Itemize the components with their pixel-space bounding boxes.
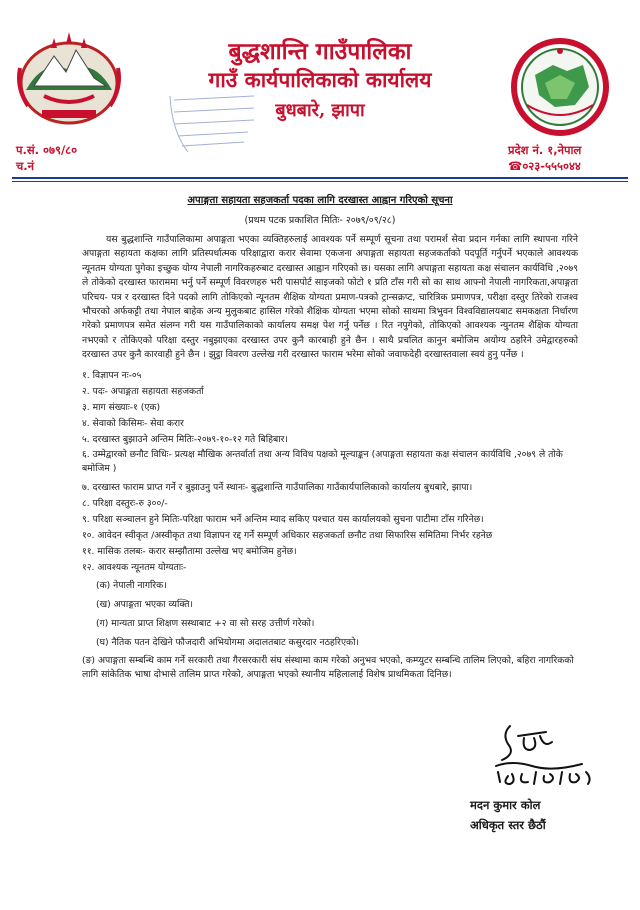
qualification-item: (घ) नैतिक पतन देखिने फौजदारी अभियोगमा अदालतबाट कसुरदार नठहरिएको। (96, 637, 359, 648)
list-item: ११. मासिक तलबः- करार सम्झौतामा उल्लेख भए बमोजिम हुनेछ। (82, 546, 297, 557)
signatory-title: अधिकृत स्तर छैठौं (470, 818, 546, 832)
notice-paragraph (82, 233, 578, 363)
list-item: ८. परिक्षा दस्तुरः-रु ३००/- (82, 498, 168, 509)
qualification-item: (ग) मान्यता प्राप्त शिक्षण सस्थाबाट +२ वा सो सरह उत्तीर्ण गरेको। (96, 618, 315, 629)
notice-paragraph-text: यस बुद्धशान्ति गाउँपालिकामा अपाङ्गता भएका व्यक्तिहरुलाई आवश्यक पर्ने सम्पूर्ण सूचना तथा परामर्श सेवा प्रदान गर्नका लागि स्थापना गरिने अपाङ्गता सहायता कक्षका लागि प्रतिस्पर्धात्मक परिक्षाद्वारा करार सेवामा एकजना अपाङ्गता सहायता सहजकर्ताको पदपूर्ति गर्नुपर्ने भएकाले आवश्यक न्यूनतम योग्यता पुगेका इच्छुक योग्य नेपाली नागरिकहरुबाट दरखास्त आह्वान गरिएको छ। यसका लागि अपाङ्गता सहायता कक्ष संचालन कार्यविधि ,२०७९ ले तोकेको दरखास्त फाराममा भर्नु पर्ने सम्पूर्ण विवरणहरु भरी पासपोर्ट साइजको फोटो १ प्रति टाँस गरी सो का साथ आफ्नो नेपाली नागरिकता,अपाङ्गता परिचय- पत्र र दरखास्त दिने पदको लागि तोकिएको न्यूनतम शैक्षिक योग्यता प्रमाण-पत्रको ट्रान्सक्रप्ट, चारित्रिक प्रमाणपत्र, परीक्षा दस्तुर तिरेको राजश्व भौचरको अर्फकट्टी तथा नेपाल बाहेक अन्य मुलुकबाट हासिल गरेको शैक्षिक योग्यता भएमा सोको साथमा त्रिभुवन विश्वविद्यालयबाट समकक्षता निर्धारण गरेको प्रमाणपत्र समेत संलग्न गरी यस गाउँपालिकाको कार्यालय समक्ष पेश गर्नु पर्नेछ । रित नपुगेको, तोकिएको आवश्यक न्युनतम शैक्षिक योग्यता नभएको र तोकिएको परिक्षा दस्तुर नबुझाएका दरखास्त उपर कुनै कारबाही हुने छैन । साथै प्रचलित कानुन बमोजिम अयोग्य ठहरिने उमेद्वारहरुको दरखास्त उपर कुनै कारवाही हुने छैन । झुट्ठा विवरण उल्लेख गरी दरखास्त फाराम भरेमा सोको जवाफदेही दरखास्तवाला स्वयं हुनु पर्नेछ । (82, 234, 578, 361)
list-item: १०. आवेदन स्वीकृत /अस्वीकृत तथा विज्ञापन रद्द गर्ने सम्पूर्ण अधिकार सहजकर्ता छनौट तथा सिफारिस समितिमा निर्भर रहनेछ (82, 530, 493, 541)
list-item: ६. उम्मेद्वारको छनौट विधिः- प्रत्यक्ष मौखिक अन्तर्वार्ता तथा अन्य विविध पक्षको मूल्याङ्कन (अपाङ्गता सहायता कक्ष संचालन कार्यविधि ,२०७९ ले तोके बमोजिम ) (82, 449, 563, 474)
list-item: ४. सेवाको किसिमः- सेवा करार (82, 418, 184, 429)
header-divider-thin (12, 181, 628, 182)
list-item: २. पदः- अपाङ्गता सहायता सहजकर्ता (82, 386, 204, 397)
office-address: बुधबारे, झापा (275, 100, 365, 121)
province-label: प्रदेश नं. १,नेपाल (508, 143, 582, 157)
notice-title: अपाङ्गता सहायता सहजकर्ता पदका लागि दरखास्त आह्वान गरिएको सूचना (187, 195, 453, 206)
qualification-item: (ख) अपाङ्गता भएका व्यक्ति। (96, 599, 193, 610)
list-item: ५. दरखास्त बुझाउने अन्तिम मितिः-२०७९-१०-१२ गते बिहिबार। (82, 434, 288, 445)
list-item: ९. परिक्षा सञ्चालन हुने मितिः-परिक्षा फाराम भर्ने अन्तिम म्याद सकिए पश्चात यस कार्यालयको सुचना पाटीमा टाँस गरिनेछ। (82, 514, 484, 525)
reference-number: प.सं. ०७९/८० (16, 143, 78, 157)
phone-number: ☎०२३-५५५०४४ (508, 159, 581, 173)
qualification-item: (क) नेपाली नागरिक। (96, 580, 167, 591)
signature-icon (472, 720, 602, 790)
list-item: ३. माग संख्याः-१ (एक) (82, 402, 161, 413)
list-item: ७. दरखास्त फाराम प्राप्त गर्ने र बुझाउनु पर्ने स्थानः- बुद्धशान्ति गाउँपालिका गाउँकार्यपालिकाको कार्यालय बुधबारे, झापा। (82, 482, 473, 493)
office-stamp-icon (168, 92, 260, 154)
office-name: गाउँ कार्यपालिकाको कार्यालय (208, 67, 432, 92)
municipality-name: बुद्धशान्ति गाउँपालिका (228, 38, 412, 65)
qualification-item: (ङ) अपाङ्गता सम्बन्धि काम गर्ने सरकारी तथा गैरसरकारी संघ संस्थामा काम गरेको अनुभव भएको, कम्प्युटर सम्बन्धि तालिम लिएको, बहिरा नागरिकको लागि सांकेतिक भाषा दोभासे तालिम प्राप्त गरेको, अपाङ्गता भएको स्थानीय महिलालाई विशेष प्राथमिकता दिनिछ। (82, 655, 574, 680)
list-item: १. विज्ञापन नः-०५ (82, 370, 142, 381)
dispatch-number: च.नं (16, 159, 35, 173)
list-item: १२. आवश्यक न्यूनतम योग्यताः- (82, 562, 187, 573)
header-divider (12, 177, 628, 179)
signatory-name: मदन कुमार कोल (470, 798, 541, 812)
notice-subtitle: (प्रथम पटक प्रकाशित मितिः- २०७९/०९/२८) (244, 215, 396, 226)
